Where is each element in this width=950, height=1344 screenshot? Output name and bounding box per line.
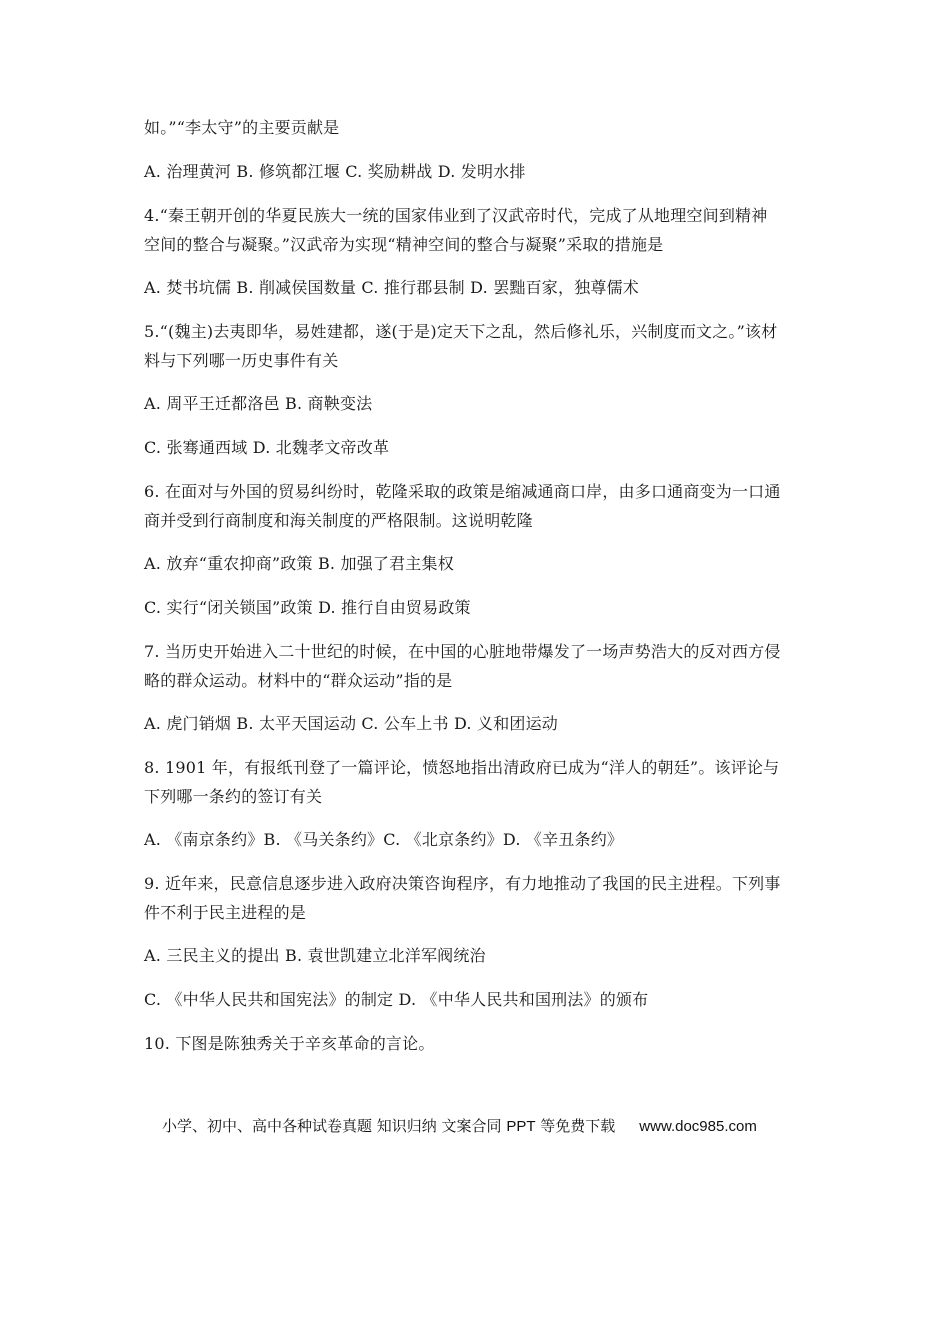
question-7-stem-line-1: 7. 当历史开始进入二十世纪的时候，在中国的心脏地带爆发了一场声势浩大的反对西方侵: [144, 642, 781, 661]
page-footer: [162, 1116, 757, 1137]
question-8-options: A. 《南京条约》B. 《马关条约》C. 《北京条约》D. 《辛丑条约》: [144, 830, 624, 849]
question-6-stem-line-2: 商并受到行商制度和海关制度的严格限制。这说明乾隆: [144, 511, 533, 530]
question-10-stem: 10. 下图是陈独秀关于辛亥革命的言论。: [144, 1034, 435, 1053]
question-9-options-line-2: C. 《中华人民共和国宪法》的制定 D. 《中华人民共和国刑法》的颁布: [144, 990, 649, 1009]
footer-url[interactable]: www.doc985.com: [639, 1118, 757, 1135]
question-4-options: A. 焚书坑儒 B. 削减侯国数量 C. 推行郡县制 D. 罢黜百家，独尊儒术: [144, 278, 639, 297]
question-8-stem-line-1: 8. 1901 年，有报纸刊登了一篇评论，愤怒地指出清政府已成为“洋人的朝廷”。该评论与: [144, 758, 780, 777]
footer-ppt: PPT: [506, 1118, 536, 1135]
question-4-stem-line-1: 4.“秦王朝开创的华夏民族大一统的国家伟业到了汉武帝时代，完成了从地理空间到精神: [144, 206, 768, 225]
question-3-stem-end: 如。”“李太守”的主要贡献是: [144, 118, 340, 137]
question-7-options: A. 虎门销烟 B. 太平天国运动 C. 公车上书 D. 义和团运动: [144, 714, 558, 733]
question-9-stem-line-1: 9. 近年来，民意信息逐步进入政府决策咨询程序，有力地推动了我国的民主进程。下列事: [144, 874, 781, 893]
question-3-options: A. 治理黄河 B. 修筑都江堰 C. 奖励耕战 D. 发明水排: [144, 162, 526, 181]
question-6-stem-line-1: 6. 在面对与外国的贸易纠纷时，乾隆采取的政策是缩减通商口岸，由多口通商变为一口通: [144, 482, 781, 501]
question-5-stem-line-1: 5.“(魏主)去夷即华，易姓建都，遂(于是)定天下之乱，然后修礼乐，兴制度而文之。”该材: [144, 322, 778, 341]
question-9-options-line-1: A. 三民主义的提出 B. 袁世凯建立北洋军阀统治: [144, 946, 486, 965]
question-9-stem-line-2: 件不利于民主进程的是: [144, 903, 307, 922]
question-8-stem-line-2: 下列哪一条约的签订有关: [144, 787, 323, 806]
question-6-options-line-2: C. 实行“闭关锁国”政策 D. 推行自由贸易政策: [144, 598, 471, 617]
question-5-options-line-2: C. 张骞通西域 D. 北魏孝文帝改革: [144, 438, 390, 457]
footer-text: 小学、初中、高中各种试卷真题 知识归纳 文案合同: [162, 1117, 507, 1135]
question-5-options-line-1: A. 周平王迁都洛邑 B. 商鞅变法: [144, 394, 373, 413]
footer-text-tail: 等免费下载: [535, 1117, 616, 1135]
question-5-stem-line-2: 料与下列哪一历史事件有关: [144, 351, 339, 370]
question-7-stem-line-2: 略的群众运动。材料中的“群众运动”指的是: [144, 671, 453, 690]
question-4-stem-line-2: 空间的整合与凝聚。”汉武帝为实现“精神空间的整合与凝聚”采取的措施是: [144, 235, 664, 254]
question-6-options-line-1: A. 放弃“重农抑商”政策 B. 加强了君主集权: [144, 554, 454, 573]
